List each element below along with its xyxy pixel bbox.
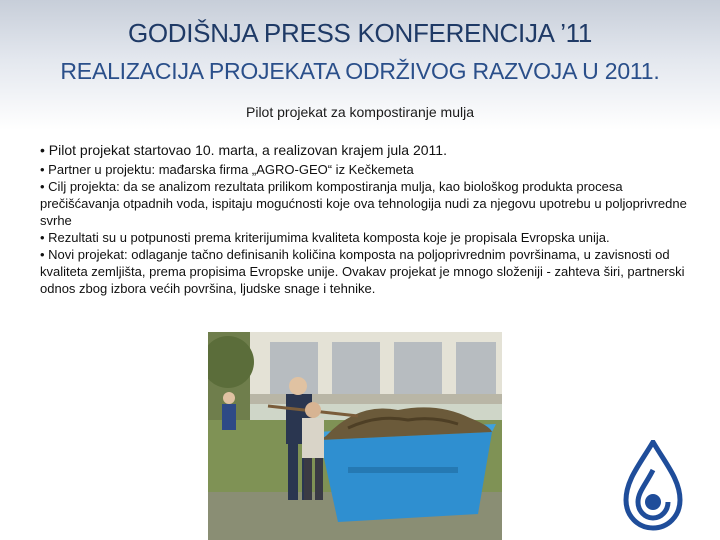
bullet-item: • Partner u projektu: mađarska firma „AGRO-GEO“ iz Kečkemeta (40, 162, 414, 177)
bullet-item: • Pilot projekat startovao 10. marta, a realizovan krajem jula 2011. (40, 142, 447, 158)
logo-drawing (622, 440, 684, 532)
bullet-list (40, 142, 690, 297)
slide-title: GODIŠNJA PRESS KONFERENCIJA ’11 (127, 18, 593, 48)
bullet-item: • Novi projekat: odlaganje tačno definisanih količina komposta na poljoprivrednim površinama, u zavisnosti od kvaliteta zemljišta, prema propisima Evropske unije. Ovakav projekat je mnogo složeniji - zahteva širi, partnerski odnos zbog izbora većih površina, ljudske snage i tehnike. (40, 247, 685, 296)
water-drop-logo-icon (622, 440, 684, 532)
section-heading: Pilot projekat za kompostiranje mulja (246, 104, 474, 120)
bullet-item: • Rezultati su u potpunosti prema kriterijumima kvaliteta komposta koje je propisala Evropska unija. (40, 230, 610, 245)
compost-photo (208, 332, 502, 540)
compost-photo-drawing (208, 332, 502, 540)
slide-subtitle: REALIZACIJA PROJEKATA ODRŽIVOG RAZVOJA U 2011. (60, 58, 660, 84)
bullet-item: • Cilj projekta: da se analizom rezultata prilikom kompostiranja mulja, kao biološkog produkta procesa prečišćavanja otpadnih voda, ispitaju mogućnosti koje ova tehnologija nudi za njegovu upotrebu u poljoprivredne svrhe (40, 179, 687, 228)
